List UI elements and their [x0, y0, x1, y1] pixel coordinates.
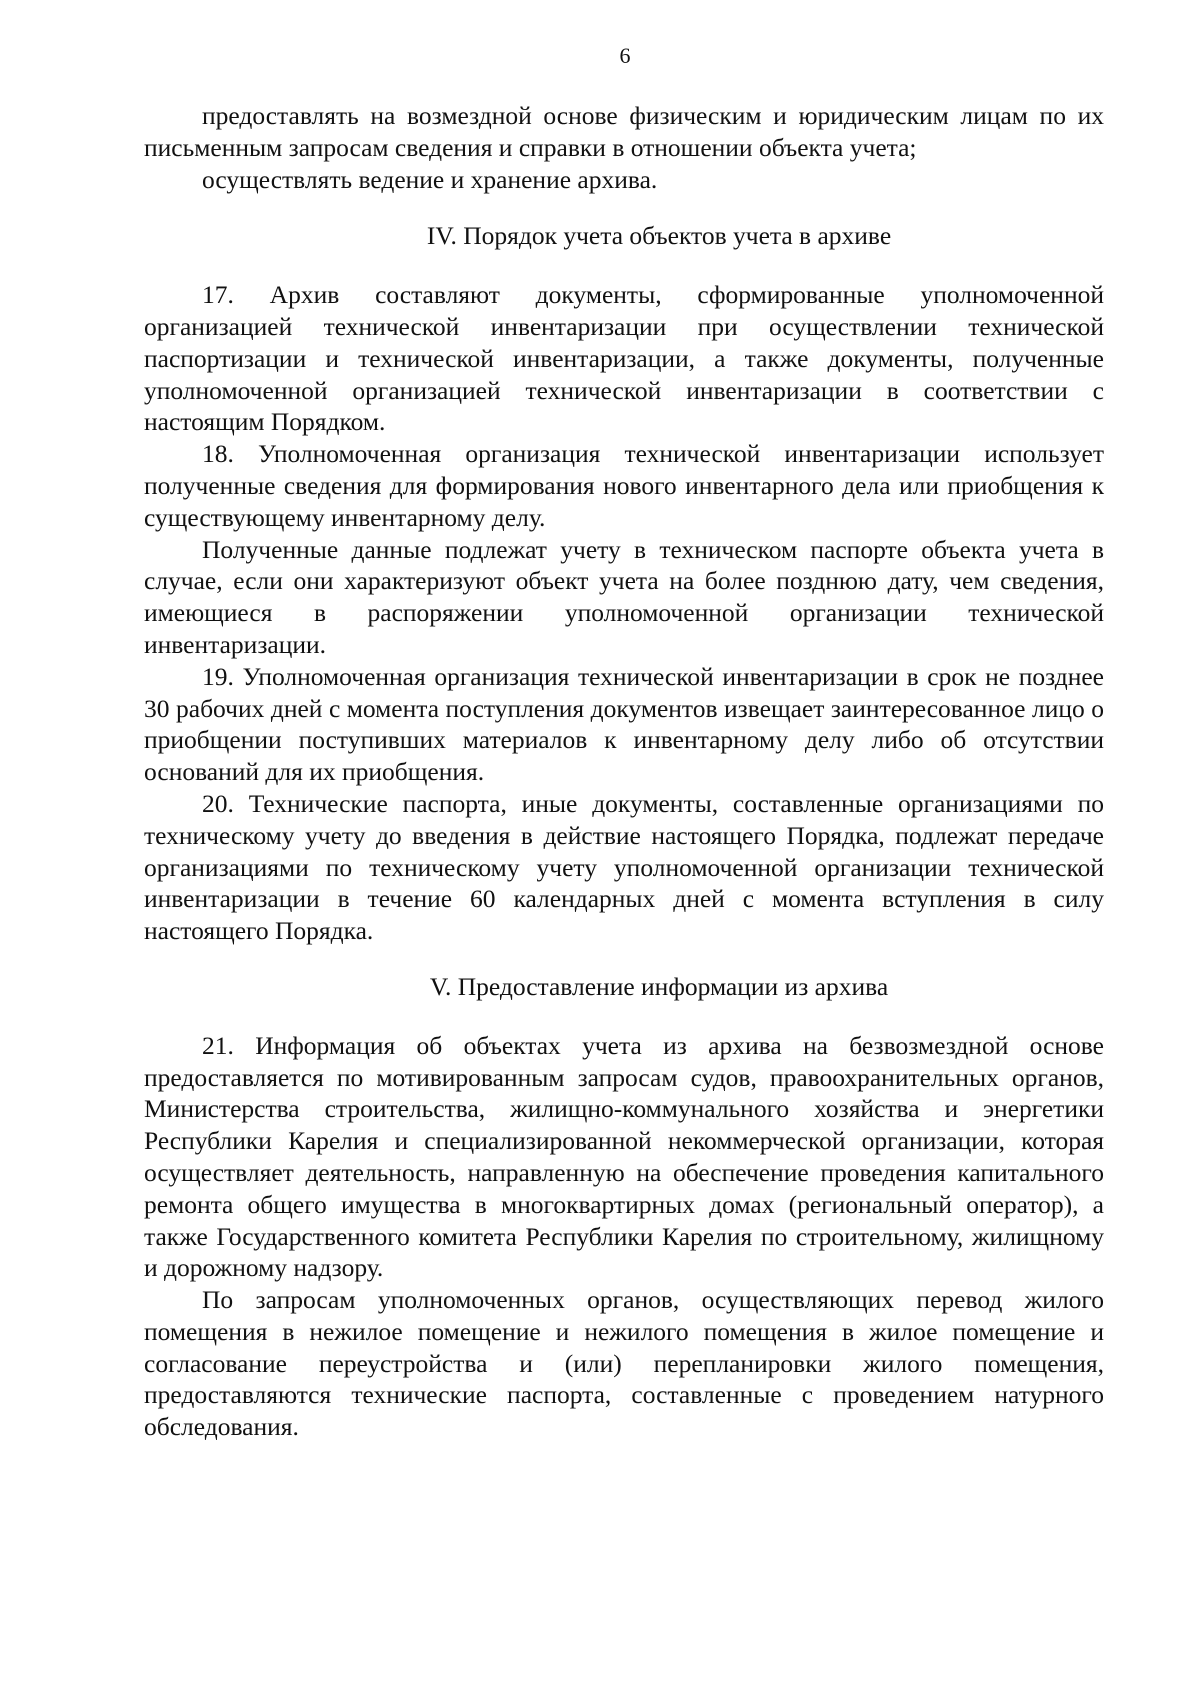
page-number: 6 [619, 43, 631, 68]
section-heading: IV. Порядок учета объектов учета в архиве [426, 221, 892, 251]
paragraph: 18. Уполномоченная организация технической инвентаризации использует полученные сведения для формирования нового инвентарного дела или приобщения к существующему инвентарному делу. [144, 439, 1104, 532]
paragraph: 21. Информация об объектах учета из архива на безвозмездной основе предоставляется по мотивированным запросам судов, правоохранительных органов, Министерства строительства, жилищно-коммунального хозяйства и энергетики Республики Карелия и специализированной некоммерческой организации, которая осуществляет деятельность, направленную на обеспечение проведения капитального ремонта общего имущества в многоквартирных домах (региональный оператор), а также Государственного комитета Республики Карелия по строительному, жилищному и дорожному надзору. [144, 1030, 1104, 1283]
paragraph: 17. Архив составляют документы, сформированные уполномоченной организацией технической инвентаризации при осуществлении технической паспортизации и технической инвентаризации, а также документы, полученные уполномоченной организацией технической инвентаризации в соответствии с настоящим Порядком. [144, 280, 1104, 437]
paragraph: 20. Технические паспорта, иные документы, составленные организациями по техническому учету до введения в действие настоящего Порядка, подлежат передаче организациями по техническому учету уполномоченной организации технической инвентаризации в течение 60 календарных дней с момента вступления в силу настоящего Порядка. [144, 788, 1104, 946]
paragraph: предоставлять на возмездной основе физическим и юридическим лицам по их письменным запросам сведения и справки в отношении объекта учета; [144, 101, 1104, 162]
paragraph: 19. Уполномоченная организация технической инвентаризации в срок не позднее 30 рабочих дней с момента поступления документов извещает заинтересованное лицо о приобщении поступивших материалов к инвентарному делу либо об отсутствии оснований для их приобщения. [144, 661, 1104, 787]
paragraph: По запросам уполномоченных органов, осуществляющих перевод жилого помещения в нежилое помещение и нежилого помещения в жилое помещение и согласование переустройства и (или) перепланировки жилого помещения, предоставляются технические паспорта, составленные с проведением натурного обследования. [144, 1285, 1104, 1442]
paragraph: Полученные данные подлежат учету в техническом паспорте объекта учета в случае, если они характеризуют объект учета на более позднюю дату, чем сведения, имеющиеся в распоряжении уполномоченной организации технической инвентаризации. [144, 534, 1104, 659]
document-body [144, 100, 1104, 1443]
section-heading: V. Предоставление информации из архива [429, 971, 889, 1001]
paragraph: осуществлять ведение и хранение архива. [202, 164, 658, 194]
